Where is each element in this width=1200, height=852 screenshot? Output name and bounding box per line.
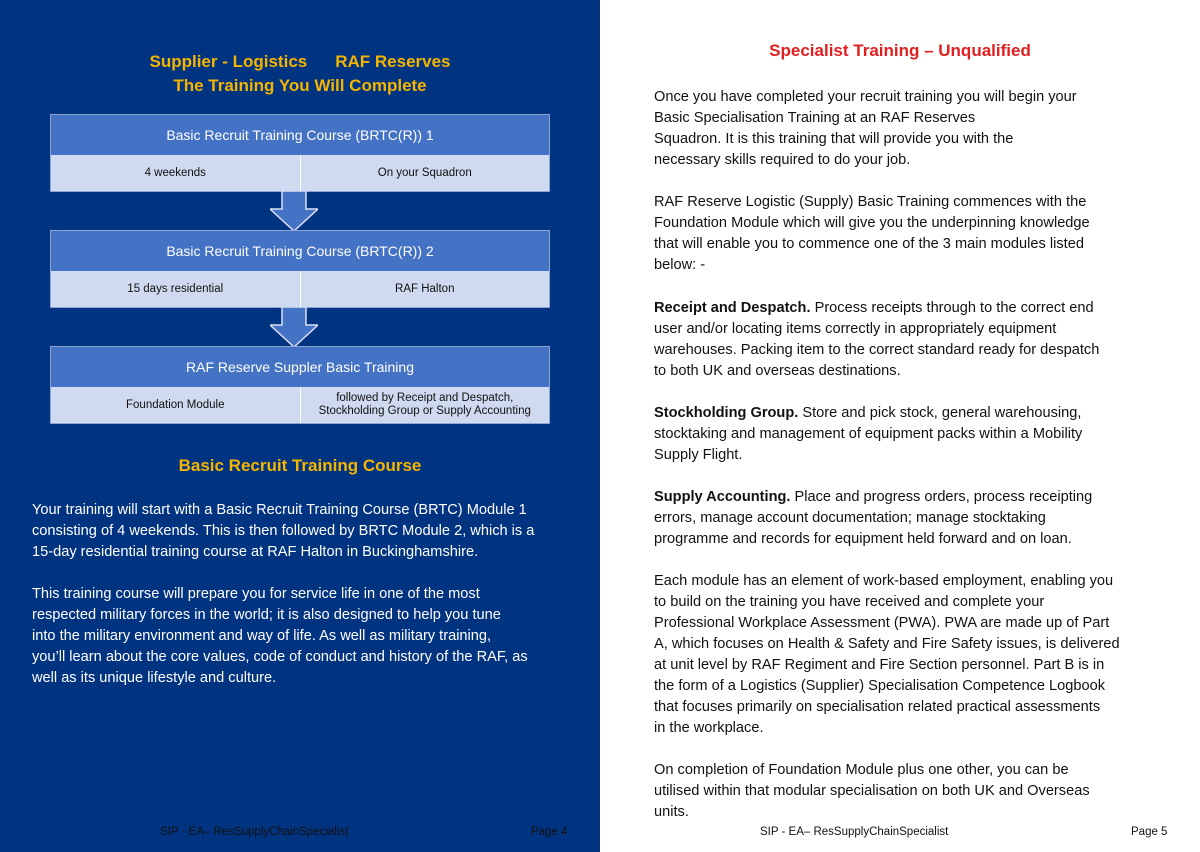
down-arrow-icon xyxy=(270,307,318,347)
flow-step-module: Foundation Module xyxy=(126,398,225,411)
flow-step-heading: RAF Reserve Suppler Basic Training xyxy=(51,347,549,387)
module-name: Stockholding Group. xyxy=(654,405,799,421)
paragraph-work-based xyxy=(654,571,1174,739)
paragraph-intro xyxy=(654,87,1174,171)
footer-doc-id: SIP - EA– ResSupplyChainSpecialist xyxy=(160,826,349,838)
text-line: errors, manage account documentation; manage stocktaking xyxy=(654,510,1046,526)
text-line xyxy=(654,487,1174,508)
text-line: user and/or locating items correctly in appropriately equipment xyxy=(654,321,1057,337)
followon-line-2: Stockholding Group or Supply Accounting xyxy=(318,405,531,417)
flow-step-details xyxy=(51,155,549,191)
text-line: units. xyxy=(654,804,689,820)
module-name: Receipt and Despatch. xyxy=(654,300,811,316)
text-line: consisting of 4 weekends. This is then followed by BRTC Module 2, which is a xyxy=(32,523,535,539)
text-line: A, which focuses on Health & Safety and Fire Safety issues, is delivered xyxy=(654,636,1120,652)
title-service: RAF Reserves xyxy=(335,52,451,71)
text-line: Foundation Module which will give you the underpinning knowledge xyxy=(654,215,1090,231)
text-line: On completion of Foundation Module plus one other, you can be xyxy=(654,762,1069,778)
flow-step-details xyxy=(51,387,549,423)
title-subline: The Training You Will Complete xyxy=(173,76,427,95)
text-line: at unit level by RAF Regiment and Fire Section personnel. Part B is in xyxy=(654,657,1105,673)
text-line: Squadron. It is this training that will provide you with the xyxy=(654,131,1014,147)
section-heading: Basic Recruit Training Course xyxy=(178,456,422,475)
page-title: Specialist Training – Unqualified xyxy=(769,41,1031,60)
text-line: respected military forces in the world; it is also designed to help you tune xyxy=(32,607,501,623)
followon-line-1: followed by Receipt and Despatch, xyxy=(336,392,514,404)
text-line: to both UK and overseas destinations. xyxy=(654,363,901,379)
flow-step-heading: Basic Recruit Training Course (BRTC(R)) 2 xyxy=(51,231,549,271)
text-line: well as its unique lifestyle and culture. xyxy=(32,670,277,686)
flow-step-location: RAF Halton xyxy=(300,271,550,307)
module-description: Process receipts through to the correct end xyxy=(810,300,1094,316)
text-line xyxy=(654,403,1174,424)
title-role: Supplier - Logistics xyxy=(149,52,308,71)
text-line: Your training will start with a Basic Recruit Training Course (BRTC) Module 1 xyxy=(32,502,527,518)
flow-step-heading: Basic Recruit Training Course (BRTC(R)) 1 xyxy=(51,115,549,155)
footer-page-number: Page 4 xyxy=(531,826,568,838)
text-line xyxy=(654,298,1174,319)
paragraph-service-life xyxy=(32,584,580,689)
page-title xyxy=(0,50,600,98)
footer-page-number: Page 5 xyxy=(1131,826,1168,838)
text-line: warehouses. Packing item to the correct standard ready for despatch xyxy=(654,342,1100,358)
text-line: in the workplace. xyxy=(654,720,764,736)
text-line: 15-day residential training course at RAF Halton in Buckinghamshire. xyxy=(32,544,479,560)
text-line: into the military environment and way of life. As well as military training, xyxy=(32,628,492,644)
text-line: the form of a Logistics (Supplier) Specialisation Competence Logbook xyxy=(654,678,1106,694)
down-arrow-icon xyxy=(270,191,318,231)
text-line: stocktaking and management of equipment packs within a Mobility xyxy=(654,426,1083,442)
flow-step-duration: 15 days residential xyxy=(127,282,224,295)
paragraph-completion xyxy=(654,760,1174,823)
footer-doc-id: SIP - EA– ResSupplyChainSpecialist xyxy=(760,826,949,838)
text-line: that will enable you to commence one of the 3 main modules listed xyxy=(654,236,1084,252)
flow-step-details xyxy=(51,271,549,307)
text-line: you’ll learn about the core values, code of conduct and history of the RAF, as xyxy=(32,649,528,665)
paragraph-brtc xyxy=(32,500,580,563)
module-receipt-despatch xyxy=(654,298,1174,382)
text-line: This training course will prepare you for service life in one of the most xyxy=(32,586,480,602)
text-line: Professional Workplace Assessment (PWA). PWA are made up of Part xyxy=(654,615,1110,631)
module-name: Supply Accounting. xyxy=(654,489,791,505)
text-line: Supply Flight. xyxy=(654,447,743,463)
text-line: Basic Specialisation Training at an RAF Reserves xyxy=(654,110,976,126)
module-description: Place and progress orders, process receipting xyxy=(790,489,1093,505)
flow-step-1 xyxy=(50,114,550,192)
flow-step-duration: 4 weekends xyxy=(144,166,206,179)
text-line: Once you have completed your recruit training you will begin your xyxy=(654,89,1077,105)
flow-step-3 xyxy=(50,346,550,424)
text-line: Each module has an element of work-based employment, enabling you xyxy=(654,573,1114,589)
text-line: utilised within that modular specialisation on both UK and Overseas xyxy=(654,783,1090,799)
text-line: necessary skills required to do your job. xyxy=(654,152,911,168)
text-line: below: - xyxy=(654,257,706,273)
flow-step-location: On your Squadron xyxy=(300,155,550,191)
text-line: to build on the training you have received and complete your xyxy=(654,594,1045,610)
flow-step-2 xyxy=(50,230,550,308)
text-line: programme and records for equipment held forward and on loan. xyxy=(654,531,1072,547)
page-5 xyxy=(600,0,1200,852)
module-stockholding xyxy=(654,403,1174,466)
paragraph-foundation xyxy=(654,192,1174,276)
text-line: that focuses primarily on specialisation related practical assessments xyxy=(654,699,1101,715)
flow-step-followon xyxy=(300,387,550,423)
module-description: Store and pick stock, general warehousing, xyxy=(798,405,1082,421)
module-supply-accounting xyxy=(654,487,1174,550)
text-line: RAF Reserve Logistic (Supply) Basic Training commences with the xyxy=(654,194,1087,210)
